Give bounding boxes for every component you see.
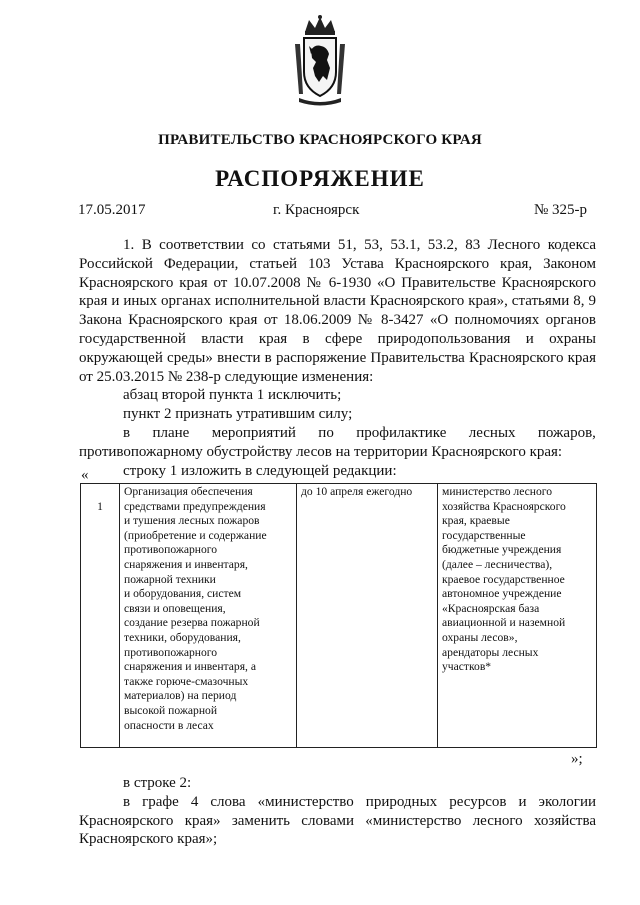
plan-intro-line bbox=[79, 424, 596, 443]
activity-line: противопожарного bbox=[124, 645, 218, 659]
activity-line: техники, оборудования, bbox=[124, 630, 241, 644]
responsible-cell bbox=[438, 484, 597, 748]
quote-close: »; bbox=[571, 751, 583, 767]
activity-line: также горюче-смазочных bbox=[124, 674, 249, 688]
document-type-title: РАСПОРЯЖЕНИЕ bbox=[215, 166, 425, 191]
document-body bbox=[79, 236, 596, 480]
deadline-text: до 10 апреля ежегодно bbox=[301, 485, 413, 498]
plan-word: по bbox=[318, 424, 334, 441]
responsible-line: края, краевые bbox=[442, 514, 510, 528]
row-number-cell bbox=[81, 484, 120, 748]
activity-line: снаряжения и инвентаря, а bbox=[124, 660, 256, 674]
responsible-line: хозяйства Красноярского bbox=[442, 499, 566, 513]
activity-line: Организация обеспечения bbox=[124, 485, 253, 498]
paragraph-1: 1. В соответствии со статьями 51, 53, 53.1, 53.2, 83 Лесного кодекса Российской Федерации, статьей 103 Устава Красноярского края, Законом Красноярского края от 10.07.2008 № 6-1930 «О Правительстве Красноярского края и иных органах исполнительной власти Красноярского края», статьями 8, 9 Закона Красноярского края от 18.06.2009 № 8-3427 «О полномочиях органов государственной власти края в сфере природопользования и охраны окружающей среды» внести в распоряжение Правительства Красноярского края от 25.03.2015 № 238-р следующие изменения: bbox=[79, 237, 596, 385]
activity-line: опасности в лесах bbox=[124, 718, 214, 732]
activity-line: материалов) на период bbox=[124, 689, 237, 703]
responsible-line: краевое государственное bbox=[442, 572, 565, 586]
activity-cell bbox=[120, 484, 297, 748]
plan-table bbox=[80, 483, 597, 748]
document-number: № 325-р bbox=[534, 202, 588, 218]
coat-of-arms-emblem bbox=[289, 14, 351, 106]
plan-word: плане bbox=[152, 424, 190, 441]
graph4-paragraph: в графе 4 слова «министерство природных ресурсов и экологии Красноярского края» заменить словами «министерство лесного хозяйства Красноярского края»; bbox=[79, 793, 596, 848]
quote-open: « bbox=[81, 467, 89, 483]
activity-line: средствами предупреждения bbox=[124, 499, 266, 513]
plan-continuation: противопожарному обустройству лесов на территории Красноярского края: bbox=[79, 443, 563, 460]
row2-label: в строке 2: bbox=[123, 775, 192, 791]
responsible-line: бюджетные учреждения bbox=[442, 543, 562, 557]
table-row bbox=[81, 484, 597, 748]
responsible-line: (далее – лесничества), bbox=[442, 557, 553, 571]
responsible-line: автономное учреждение bbox=[442, 587, 562, 601]
plan-word: мероприятий bbox=[211, 424, 296, 441]
activity-line: и оборудования, систем bbox=[124, 587, 242, 601]
deadline-cell bbox=[297, 484, 438, 748]
activity-line: и тушения лесных пожаров bbox=[124, 514, 260, 528]
activity-line: высокой пожарной bbox=[124, 703, 218, 717]
plan-word: пожаров, bbox=[537, 424, 596, 441]
plan-word: профилактике bbox=[356, 424, 447, 441]
document-tail bbox=[79, 774, 596, 849]
activity-line: (приобретение и содержание bbox=[124, 528, 267, 542]
plan-word: в bbox=[123, 424, 131, 441]
government-title: ПРАВИТЕЛЬСТВО КРАСНОЯРСКОГО КРАЯ bbox=[158, 132, 482, 148]
responsible-line: охраны лесов», bbox=[442, 630, 518, 644]
activity-line: создание резерва пожарной bbox=[124, 616, 260, 630]
activity-line: снаряжения и инвентаря, bbox=[124, 557, 248, 571]
activity-line: противопожарного bbox=[124, 543, 218, 557]
responsible-line: арендаторы лесных bbox=[442, 645, 539, 659]
activity-line: пожарной техники bbox=[124, 572, 216, 586]
responsible-line: авиационной и наземной bbox=[442, 616, 566, 630]
amendment-item-a: абзац второй пункта 1 исключить; bbox=[123, 387, 342, 404]
plan-word: лесных bbox=[468, 424, 516, 441]
responsible-line: «Красноярская база bbox=[442, 601, 540, 615]
document-date: 17.05.2017 bbox=[78, 202, 146, 218]
activity-line: связи и оповещения, bbox=[124, 601, 226, 615]
row-instruction: строку 1 изложить в следующей редакции: bbox=[123, 462, 397, 479]
document-city: г. Красноярск bbox=[273, 202, 360, 218]
row-number: 1 bbox=[97, 500, 103, 513]
responsible-line: министерство лесного bbox=[442, 485, 553, 498]
amendment-item-b: пункт 2 признать утратившим силу; bbox=[123, 406, 353, 423]
responsible-line: участков* bbox=[442, 660, 492, 674]
responsible-line: государственные bbox=[442, 528, 526, 542]
